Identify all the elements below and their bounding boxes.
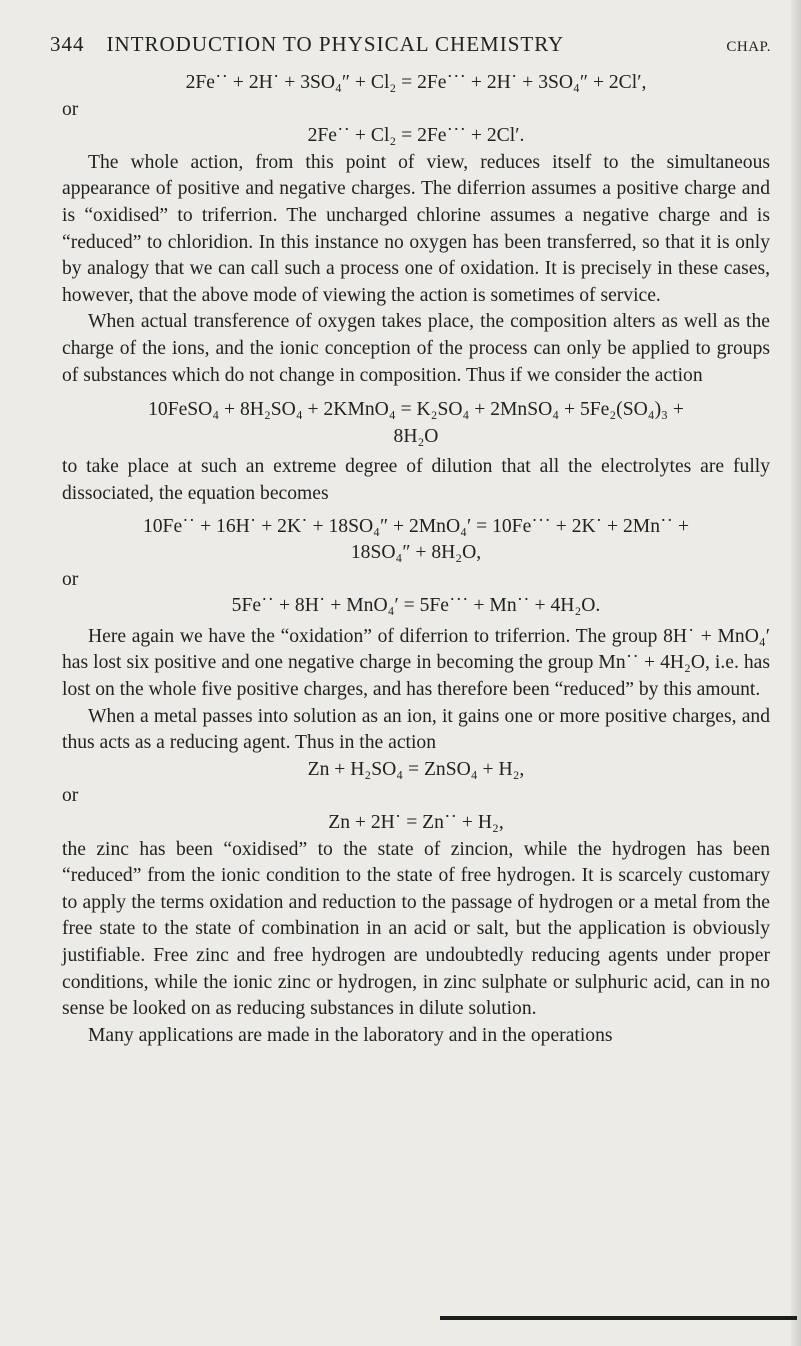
equation-2: 2Fe˙˙ + Cl₂ = 2Fe˙˙˙ + 2Cl′. bbox=[307, 125, 525, 147]
bottom-rule bbox=[440, 1316, 797, 1320]
running-header bbox=[50, 32, 771, 57]
equation-7: Zn + 2H˙ = Zn˙˙ + H₂, bbox=[328, 812, 504, 834]
paragraph-1: The whole action, from this point of view, reduces itself to the simultaneous appearance of positive and negative charges. The diferrion assumes a positive charge and is “oxidised” to triferrion. The uncharged chlorine assumes a negative charge and is “reduced” to chloridion. In this instance no oxygen has been transferred, so that it is only by analogy that we can call such a process one of oxidation. It is precisely in these cases, however, that the above mode of viewing the action is sometimes of service. bbox=[62, 151, 770, 306]
or-connector-1: or bbox=[62, 98, 79, 120]
paragraph-6: the zinc has been “oxidised” to the state of zincion, while the hydrogen has been “reduced” from the ionic condition to the state of free hydrogen. It is scarcely customary to apply the terms oxidation and reduction to the passage of hydrogen or a metal from the free state to the state of combination in an acid or salt, but the application is obviously justifiable. Free zinc and free hydrogen are undoubtedly reducing agents under proper conditions, while the ionic zinc or hydrogen, in zinc sulphate or sulphuric acid, can in no sense be looked on as reducing substances in dilute solution. bbox=[62, 838, 770, 1020]
or-connector-3: or bbox=[62, 785, 79, 807]
equation-4-line-2: 18SO₄″ + 8H₂O, bbox=[350, 542, 482, 564]
paragraph-3: to take place at such an extreme degree of dilution that all the electrolytes are fully dissociated, the equation becomes bbox=[62, 456, 770, 504]
equation-5: 5Fe˙˙ + 8H˙ + MnO₄′ = 5Fe˙˙˙ + Mn˙˙ + 4H₂O. bbox=[231, 595, 601, 617]
chapter-label: CHAP. bbox=[726, 39, 771, 55]
page-body bbox=[62, 70, 770, 1049]
page-edge-shadow bbox=[791, 0, 801, 1346]
running-title: INTRODUCTION TO PHYSICAL CHEMISTRY bbox=[106, 32, 565, 56]
or-connector-2: or bbox=[62, 568, 79, 590]
paragraph-5: When a metal passes into solution as an ion, it gains one or more positive charges, and thus acts as a reducing agent. Thus in the action bbox=[62, 705, 770, 754]
equation-3-line-1: 10FeSO₄ + 8H₂SO₄ + 2KMnO₄ = K₂SO₄ + 2MnSO₄ + 5Fe₂(SO₄)₃ + bbox=[148, 399, 684, 421]
page-number: 344 bbox=[50, 32, 85, 56]
paragraph-4: Here again we have the “oxidation” of diferrion to triferrion. The group 8H˙ + MnO₄′ has lost six positive and one negative charge in becoming the group Mn˙˙ + 4H₂O, i.e. has lost on the whole five positive charges, and has therefore been “reduced” by this amount. bbox=[62, 625, 770, 701]
equation-3-line-2: 8H₂O bbox=[393, 425, 439, 447]
equation-6: Zn + H₂SO₄ = ZnSO₄ + H₂, bbox=[307, 758, 525, 780]
paragraph-2: When actual transference of oxygen takes place, the composition alters as well as the charge of the ions, and the ionic conception of the process can only be applied to groups of substances which do not change in composition. Thus if we consider the action bbox=[62, 311, 770, 386]
equation-4-line-1: 10Fe˙˙ + 16H˙ + 2K˙ + 18SO₄″ + 2MnO₄′ = 10Fe˙˙˙ + 2K˙ + 2Mn˙˙ + bbox=[142, 515, 690, 537]
equation-1: 2Fe˙˙ + 2H˙ + 3SO₄″ + Cl₂ = 2Fe˙˙˙ + 2H˙ + 3SO₄″ + 2Cl′, bbox=[185, 72, 647, 93]
paragraph-7: Many applications are made in the laboratory and in the operations bbox=[88, 1024, 613, 1046]
